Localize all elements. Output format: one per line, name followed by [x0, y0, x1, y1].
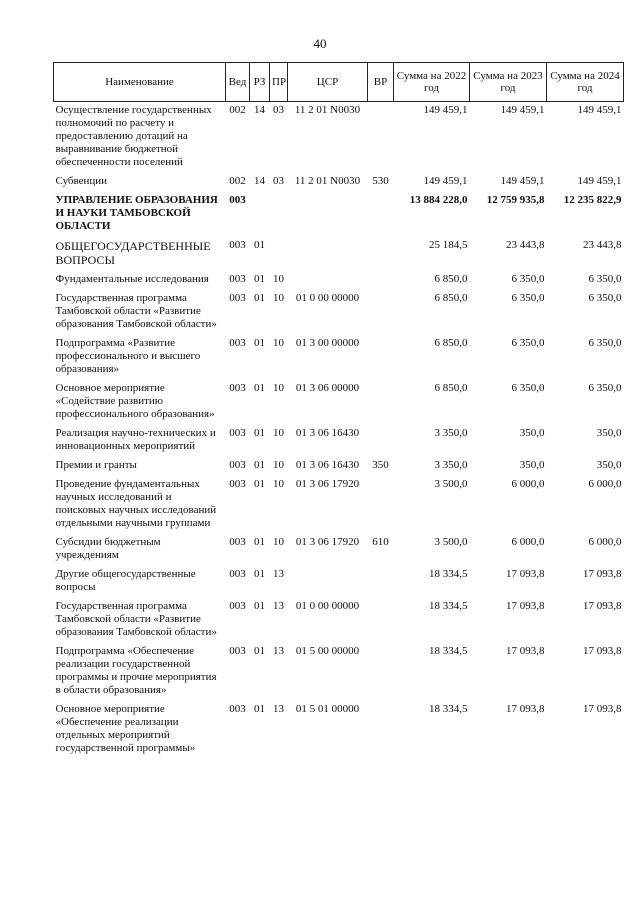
cell-sum-2022: 18 334,5: [429, 600, 468, 612]
cell-vr: [368, 271, 394, 290]
cell-vr: [368, 102, 394, 174]
cell-name: Премии и гранты: [55, 459, 137, 471]
table-row: [54, 173, 624, 192]
table-row-department: [54, 192, 624, 237]
cell-vr: [368, 425, 394, 457]
cell-sum-2023: 6 000,0: [511, 536, 545, 548]
cell-sum-2024: 6 350,0: [588, 382, 622, 394]
cell-csr: 01 3 06 17920: [295, 536, 360, 548]
cell-sum-2023: 17 093,8: [506, 645, 545, 657]
cell-pr: 13: [273, 600, 284, 612]
table-row: [54, 598, 624, 643]
cell-name: Субсидии бюджетным учреждениям: [55, 536, 161, 561]
cell-ved: 003: [229, 459, 246, 471]
cell-sum-2022: 18 334,5: [429, 645, 468, 657]
cell-vr: 610: [372, 536, 389, 548]
table-row: [54, 457, 624, 476]
cell-ved: 003: [229, 536, 246, 548]
cell-csr: 01 5 00 00000: [295, 645, 360, 657]
cell-sum-2024: 6 350,0: [588, 292, 622, 304]
cell-rz: 01: [254, 239, 265, 251]
cell-pr: 13: [273, 568, 284, 580]
cell-sum-2022: 25 184,5: [429, 239, 468, 251]
cell-sum-2023: 6 350,0: [511, 337, 545, 349]
cell-rz: 01: [254, 703, 265, 715]
cell-sum-2024: 17 093,8: [583, 703, 622, 715]
cell-sum-2023: 149 459,1: [500, 175, 545, 187]
header-rz: РЗ: [250, 63, 270, 102]
cell-pr: 10: [273, 292, 284, 304]
cell-ved: 003: [229, 478, 246, 490]
cell-sum-2022: 3 500,0: [434, 478, 468, 490]
cell-sum-2022: 3 350,0: [434, 459, 468, 471]
cell-name: Реализация научно-технических и инновационных мероприятий: [55, 427, 216, 452]
cell-csr: 01 3 00 00000: [295, 337, 360, 349]
cell-csr: 11 2 01 N0030: [294, 175, 361, 187]
cell-rz: 14: [254, 104, 265, 116]
cell-csr: 01 3 06 16430: [295, 427, 360, 439]
header-sum-2023: Сумма на 2023 год: [470, 63, 547, 102]
budget-table: [53, 62, 624, 759]
cell-rz: 01: [254, 459, 265, 471]
cell-name: Основное мероприятие «Обеспечение реализации отдельных мероприятий государственной программы»: [55, 703, 196, 754]
table-row: [54, 290, 624, 335]
cell-sum-2023: 6 350,0: [511, 292, 545, 304]
cell-csr: 11 2 01 N0030: [294, 104, 361, 116]
cell-sum-2024: 350,0: [596, 427, 622, 439]
cell-name: Подпрограмма «Развитие профессионального и высшего образования»: [55, 337, 201, 375]
cell-sum-2023: 350,0: [519, 459, 545, 471]
cell-name: Подпрограмма «Обеспечение реализации государственной программы и прочие мероприятия в области образования»: [55, 645, 217, 696]
cell-rz: 14: [254, 175, 265, 187]
cell-sum-2024: 149 459,1: [577, 104, 622, 116]
cell-ved: 003: [229, 703, 246, 715]
cell-vr: [368, 290, 394, 335]
cell-vr: [368, 598, 394, 643]
table-row: [54, 566, 624, 598]
cell-csr: 01 3 06 00000: [295, 382, 360, 394]
cell-rz: 01: [254, 337, 265, 349]
cell-ved: 002: [229, 104, 246, 116]
cell-sum-2022: 3 350,0: [434, 427, 468, 439]
cell-sum-2023: 6 000,0: [511, 478, 545, 490]
cell-ved: 002: [229, 175, 246, 187]
cell-vr: [368, 192, 394, 237]
header-ved: Вед: [226, 63, 250, 102]
header-sum-2024: Сумма на 2024 год: [547, 63, 624, 102]
cell-vr: [368, 335, 394, 380]
cell-rz: 01: [254, 600, 265, 612]
cell-sum-2022: 18 334,5: [429, 568, 468, 580]
cell-pr: [270, 237, 288, 271]
header-name: Наименование: [54, 63, 226, 102]
cell-csr: 01 3 06 17920: [295, 478, 360, 490]
cell-rz: 01: [254, 427, 265, 439]
cell-ved: 003: [229, 382, 246, 394]
header-vr: ВР: [368, 63, 394, 102]
cell-ved: 003: [229, 568, 246, 580]
table-row: [54, 701, 624, 759]
header-pr: ПР: [270, 63, 288, 102]
table-header-row: [54, 63, 624, 102]
cell-sum-2024: 17 093,8: [583, 600, 622, 612]
cell-sum-2024: 6 000,0: [588, 536, 622, 548]
cell-pr: 10: [273, 273, 284, 285]
cell-ved: 003: [229, 645, 246, 657]
cell-vr: [368, 380, 394, 425]
cell-rz: 01: [254, 645, 265, 657]
cell-name: УПРАВЛЕНИЕ ОБРАЗОВАНИЯ И НАУКИ ТАМБОВСКОЙ ОБЛАСТИ: [55, 194, 218, 232]
cell-csr: [288, 237, 368, 271]
table-row-section: [54, 237, 624, 271]
cell-csr: 01 0 00 00000: [295, 292, 360, 304]
cell-vr: 350: [372, 459, 389, 471]
cell-name: Осуществление государственных полномочий по расчету и предоставлению дотаций на выравнивание бюджетной обеспеченности поселений: [55, 104, 212, 168]
cell-rz: 01: [254, 382, 265, 394]
cell-pr: 13: [273, 703, 284, 715]
cell-pr: 03: [273, 175, 284, 187]
cell-sum-2022: 6 850,0: [434, 273, 468, 285]
cell-sum-2024: 149 459,1: [577, 175, 622, 187]
cell-sum-2024: 6 350,0: [588, 273, 622, 285]
cell-pr: 10: [273, 427, 284, 439]
cell-sum-2024: 6 350,0: [588, 337, 622, 349]
cell-name: Другие общегосударственные вопросы: [55, 568, 196, 593]
cell-sum-2022: 6 850,0: [434, 382, 468, 394]
cell-name: ОБЩЕГОСУДАРСТВЕННЫЕ ВОПРОСЫ: [55, 239, 211, 267]
cell-sum-2023: 17 093,8: [506, 568, 545, 580]
cell-csr: [288, 192, 368, 237]
cell-sum-2024: 350,0: [596, 459, 622, 471]
cell-csr: [288, 566, 368, 598]
header-csr: ЦСР: [288, 63, 368, 102]
cell-name: Проведение фундаментальных научных исследований и поисковых научных исследований отдельными научными группами: [55, 478, 217, 529]
cell-rz: 01: [254, 292, 265, 304]
cell-rz: 01: [254, 478, 265, 490]
cell-rz: 01: [254, 568, 265, 580]
table-body: [54, 102, 624, 760]
cell-sum-2022: 18 334,5: [429, 703, 468, 715]
cell-ved: 003: [229, 600, 246, 612]
cell-vr: [368, 476, 394, 534]
cell-ved: 003: [229, 292, 246, 304]
cell-rz: 01: [254, 273, 265, 285]
cell-csr: [288, 271, 368, 290]
cell-sum-2023: 17 093,8: [506, 703, 545, 715]
table-row: [54, 534, 624, 566]
table-row: [54, 425, 624, 457]
cell-pr: 10: [273, 536, 284, 548]
table-row: [54, 271, 624, 290]
cell-sum-2022: 149 459,1: [423, 104, 468, 116]
cell-sum-2023: 6 350,0: [511, 382, 545, 394]
cell-sum-2023: 350,0: [519, 427, 545, 439]
cell-ved: 003: [229, 427, 246, 439]
cell-ved: 003: [229, 273, 246, 285]
cell-ved: 003: [229, 239, 246, 251]
cell-name: Основное мероприятие «Содействие развитию профессионального образования»: [55, 382, 215, 420]
table-row: [54, 335, 624, 380]
cell-sum-2024: 17 093,8: [583, 568, 622, 580]
cell-sum-2022: 6 850,0: [434, 292, 468, 304]
cell-rz: 01: [254, 536, 265, 548]
cell-vr: [368, 566, 394, 598]
table-row: [54, 102, 624, 174]
cell-pr: 10: [273, 382, 284, 394]
cell-csr: 01 5 01 00000: [295, 703, 360, 715]
cell-vr: [368, 701, 394, 759]
cell-sum-2024: 6 000,0: [588, 478, 622, 490]
cell-sum-2022: 13 884 228,0: [409, 194, 468, 206]
cell-vr: [368, 237, 394, 271]
cell-sum-2024: 12 235 822,9: [563, 194, 622, 206]
cell-name: Государственная программа Тамбовской области «Развитие образования Тамбовской области»: [55, 292, 217, 330]
cell-sum-2024: 23 443,8: [583, 239, 622, 251]
cell-vr: [368, 643, 394, 701]
cell-pr: 10: [273, 478, 284, 490]
cell-sum-2023: 12 759 935,8: [486, 194, 545, 206]
cell-sum-2022: 149 459,1: [423, 175, 468, 187]
cell-sum-2022: 3 500,0: [434, 536, 468, 548]
cell-csr: 01 0 00 00000: [295, 600, 360, 612]
cell-sum-2023: 17 093,8: [506, 600, 545, 612]
table-row: [54, 476, 624, 534]
cell-pr: [270, 192, 288, 237]
cell-name: Фундаментальные исследования: [55, 273, 209, 285]
cell-name: Субвенции: [55, 175, 108, 187]
cell-pr: 03: [273, 104, 284, 116]
header-sum-2022: Сумма на 2022 год: [394, 63, 470, 102]
cell-sum-2024: 17 093,8: [583, 645, 622, 657]
cell-pr: 13: [273, 645, 284, 657]
cell-vr: 530: [372, 175, 389, 187]
cell-rz: [250, 192, 270, 237]
cell-sum-2022: 6 850,0: [434, 337, 468, 349]
cell-ved: 003: [229, 194, 246, 206]
cell-name: Государственная программа Тамбовской области «Развитие образования Тамбовской области»: [55, 600, 217, 638]
cell-ved: 003: [229, 337, 246, 349]
cell-pr: 10: [273, 459, 284, 471]
table-row: [54, 643, 624, 701]
cell-sum-2023: 6 350,0: [511, 273, 545, 285]
page-number: 40: [313, 36, 327, 51]
cell-sum-2023: 149 459,1: [500, 104, 545, 116]
table-row: [54, 380, 624, 425]
cell-csr: 01 3 06 16430: [295, 459, 360, 471]
cell-sum-2023: 23 443,8: [506, 239, 545, 251]
cell-pr: 10: [273, 337, 284, 349]
